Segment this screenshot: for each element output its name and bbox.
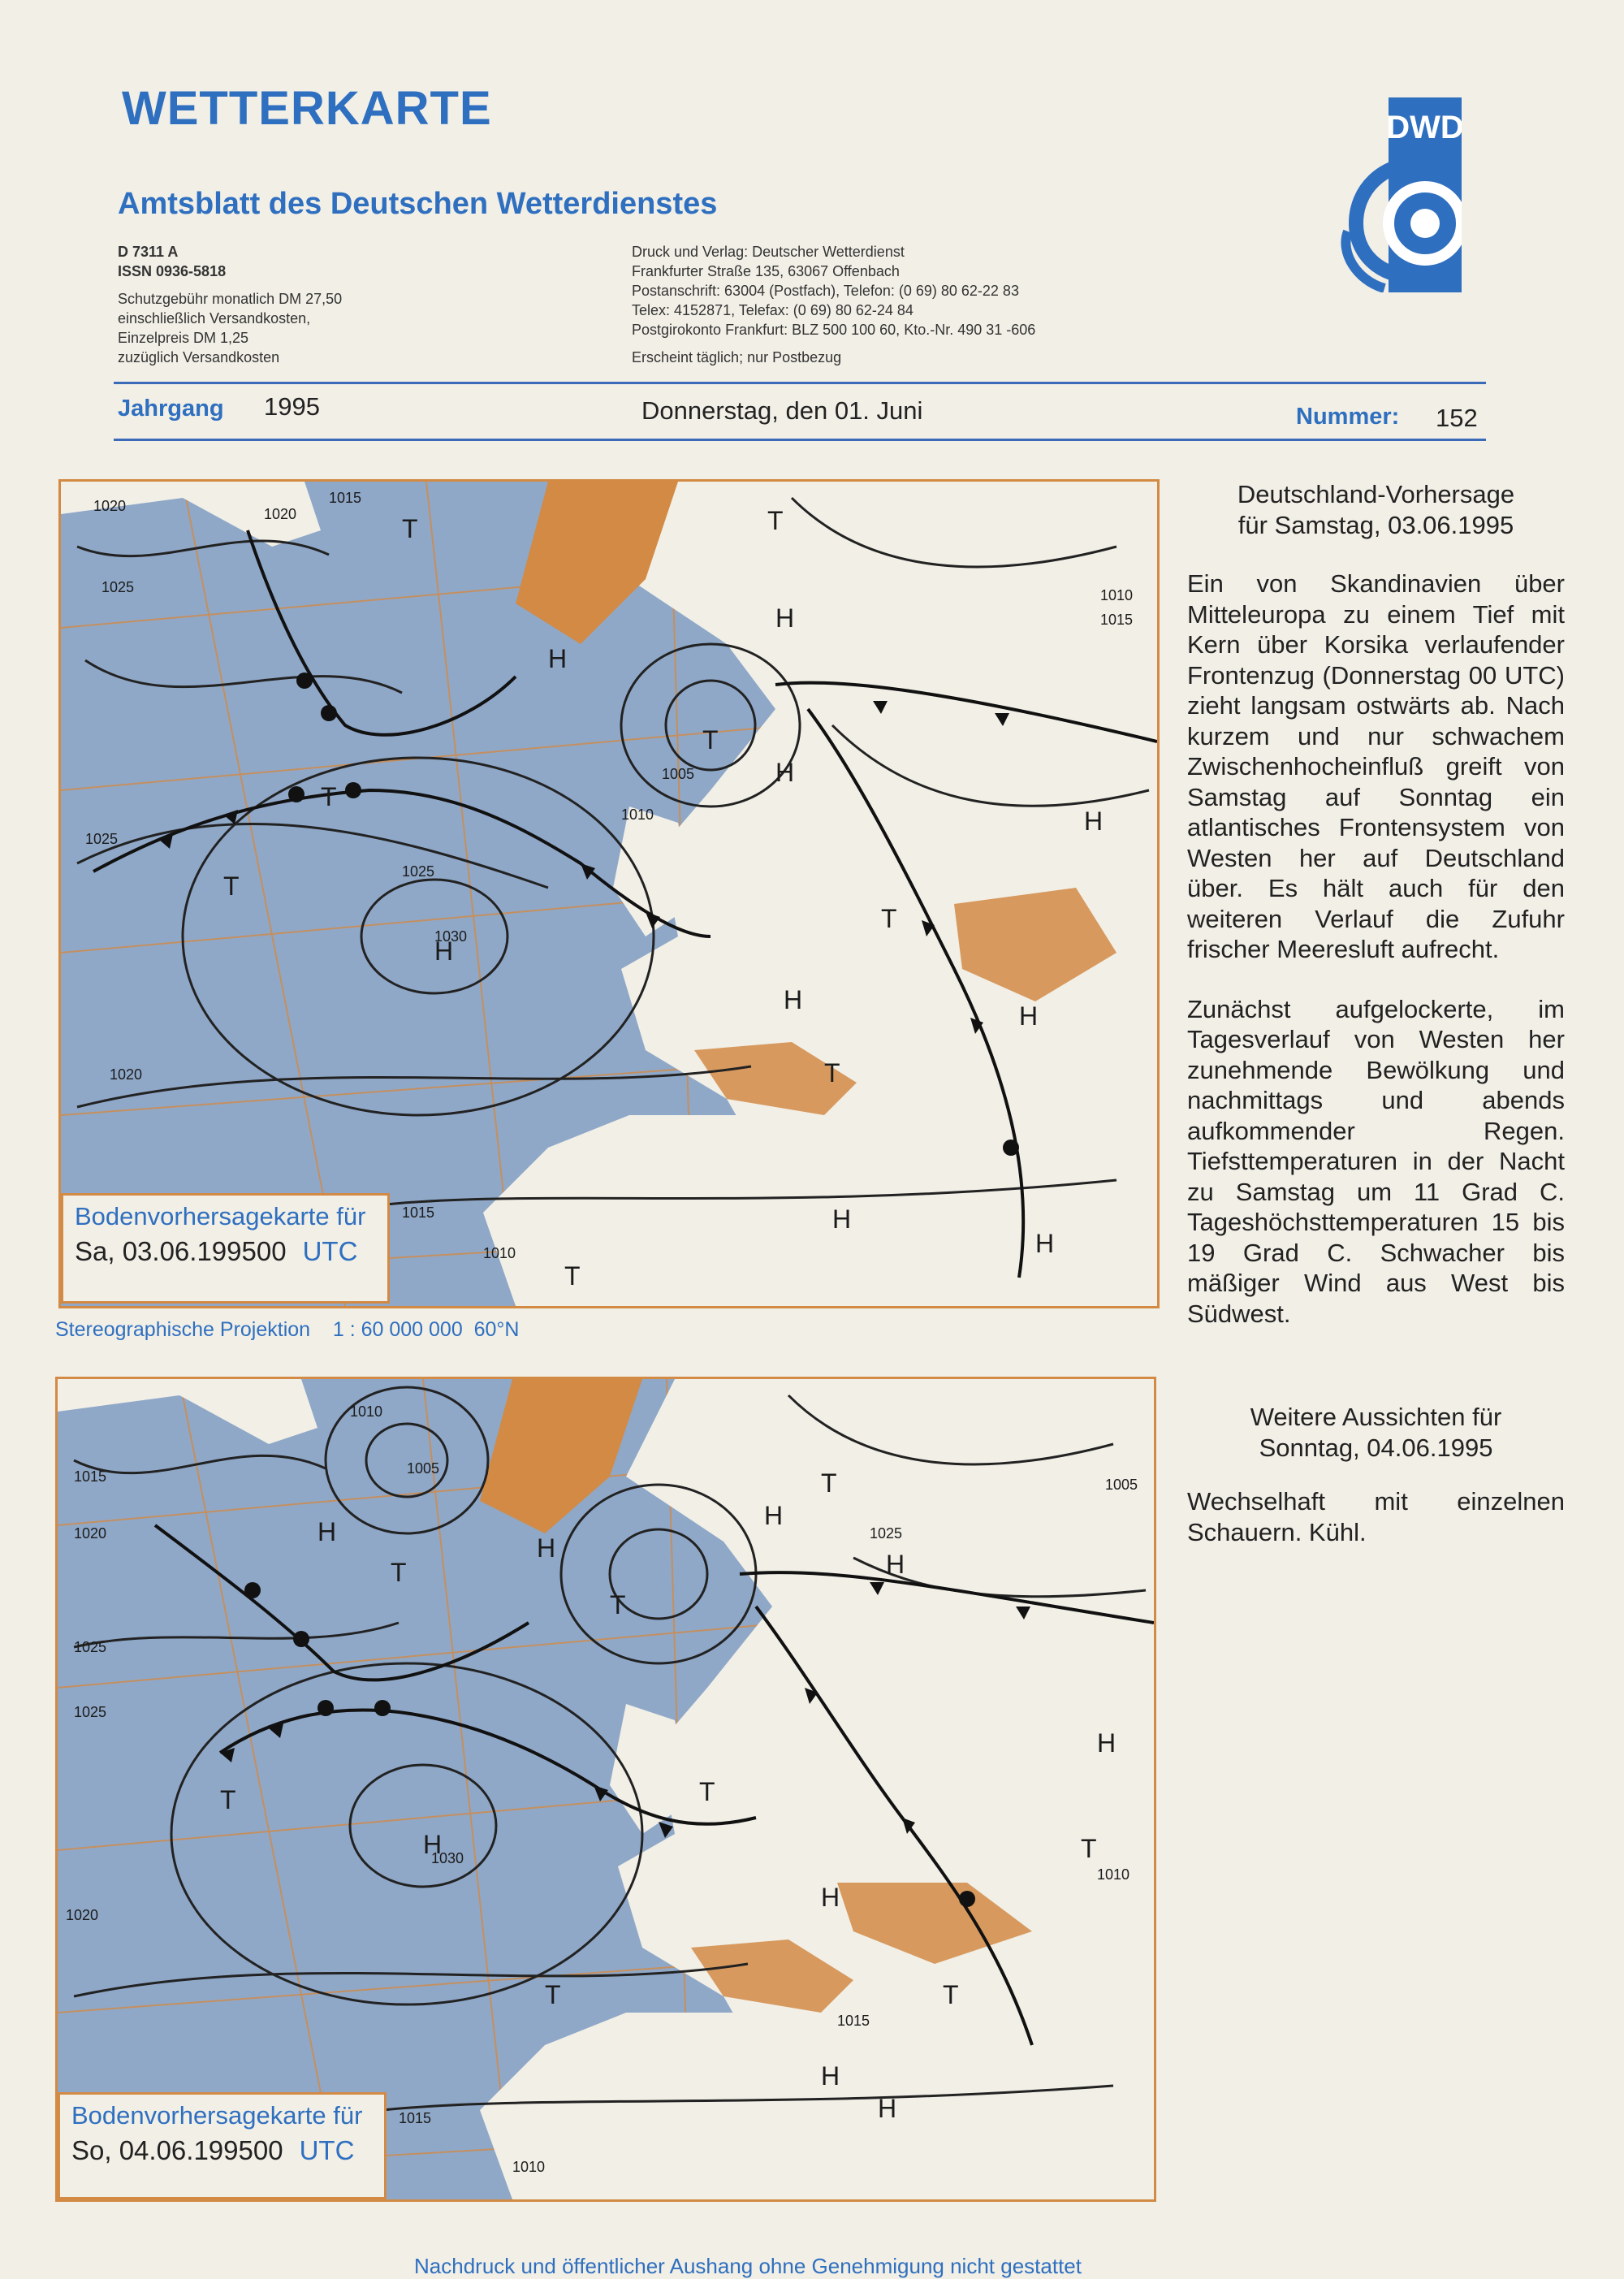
- dwd-logo: [1332, 97, 1462, 292]
- fee-info: Schutzgebühr monatlich DM 27,50 einschließlich Versandkosten, Einzelpreis DM 1,25 zuzüglich Versandkosten: [118, 291, 343, 365]
- outlook-heading-date: Sonntag, 04.06.1995: [1259, 1434, 1493, 1462]
- number-label: Nummer:: [1296, 404, 1400, 430]
- year-value: 1995: [264, 392, 320, 421]
- map-caption: Bodenvorhersagekarte für So, 04.06.199500 UTC: [58, 2092, 387, 2199]
- forecast-paragraph-2: Zunächst aufgelockerte, im Tagesverlauf von Westen her zunehmende Bewölkung und nachmittags und abends aufkommender Regen. Tiefsttemperaturen in der Nacht zu Samstag um 11 Grad C. Tageshöchsttemperaturen 15 bis 19 Grad C. Schwacher bis mäßiger Wind aus West bis Südwest.: [1187, 994, 1565, 1328]
- publication-ids: D 7311 A ISSN 0936-5818: [118, 244, 227, 279]
- publisher-info: Druck und Verlag: Deutscher Wetterdienst Frankfurter Straße 135, 63067 Offenbach Postanschrift: 63004 (Postfach), Telefon: (0 69) 80 62-22 83 Telex: 4152871, Telefax: (0 69) 80 62-24 84 Postgirokonto Frankfurt: BLZ 500 100 60, Kto.-Nr. 490 31 -606 Erscheint täglich; nur Postbezug: [632, 244, 1036, 365]
- forecast-heading: Deutschland-Vorhersage: [1237, 480, 1515, 508]
- issue-date: Donnerstag, den 01. Juni: [641, 396, 923, 425]
- projection-note: Stereographische Projektion 1 : 60 000 000 60°N: [55, 1318, 520, 1341]
- forecast-map-saturday: H H H H H H H H H T T T T T T T T 1020 1025 1015 1020 1025 1030 1025 1005 1010 1020 1015 1010 1010 1015 Bodenvorhersagekarte für Sa, 03.06.199500 UTC: [58, 479, 1160, 1308]
- footer-note: Nachdruck und öffentlicher Aushang ohne Genehmigung nicht gestattet: [414, 2254, 1082, 2278]
- outlook-text: Wechselhaft mit einzelnen Schauern. Kühl.: [1187, 1487, 1565, 1546]
- map-caption: Bodenvorhersagekarte für Sa, 03.06.199500 UTC: [61, 1193, 390, 1304]
- number-value: 152: [1436, 404, 1478, 432]
- page-title: WETTERKARTE: [122, 82, 492, 135]
- page-subtitle: Amtsblatt des Deutschen Wetterdienstes: [118, 187, 718, 221]
- forecast-paragraph-1: Ein von Skandinavien über Mitteleuropa zu einem Tief mit Kern über Korsika verlaufender Frontenzug (Donnerstag 00 UTC) zieht langsam ostwärts ab. Nach kurzem und nur schwachem Zwischenhocheinfluß greift von Samstag auf Sonntag ein atlantisches Frontensystem von Westen her auf Deutschland über. Es hält auch für den weiteren Verlauf die Zufuhr frischer Meeresluft aufrecht.: [1187, 569, 1565, 963]
- outlook-heading: Weitere Aussichten für: [1250, 1403, 1502, 1431]
- forecast-column: [1187, 479, 1565, 1547]
- forecast-map-sunday: H H H H H H H H H T T T T T T T T 1015 1020 1025 1025 1005 1030 1010 1020 1015 1010 1025 1005 1015 1010 Bodenvorhersagekarte für So, 04.06.199500 UTC: [55, 1377, 1156, 2202]
- svg-text:DWD: DWD: [1386, 110, 1462, 145]
- forecast-heading-date: für Samstag, 03.06.1995: [1237, 511, 1514, 539]
- year-label: Jahrgang: [118, 396, 224, 422]
